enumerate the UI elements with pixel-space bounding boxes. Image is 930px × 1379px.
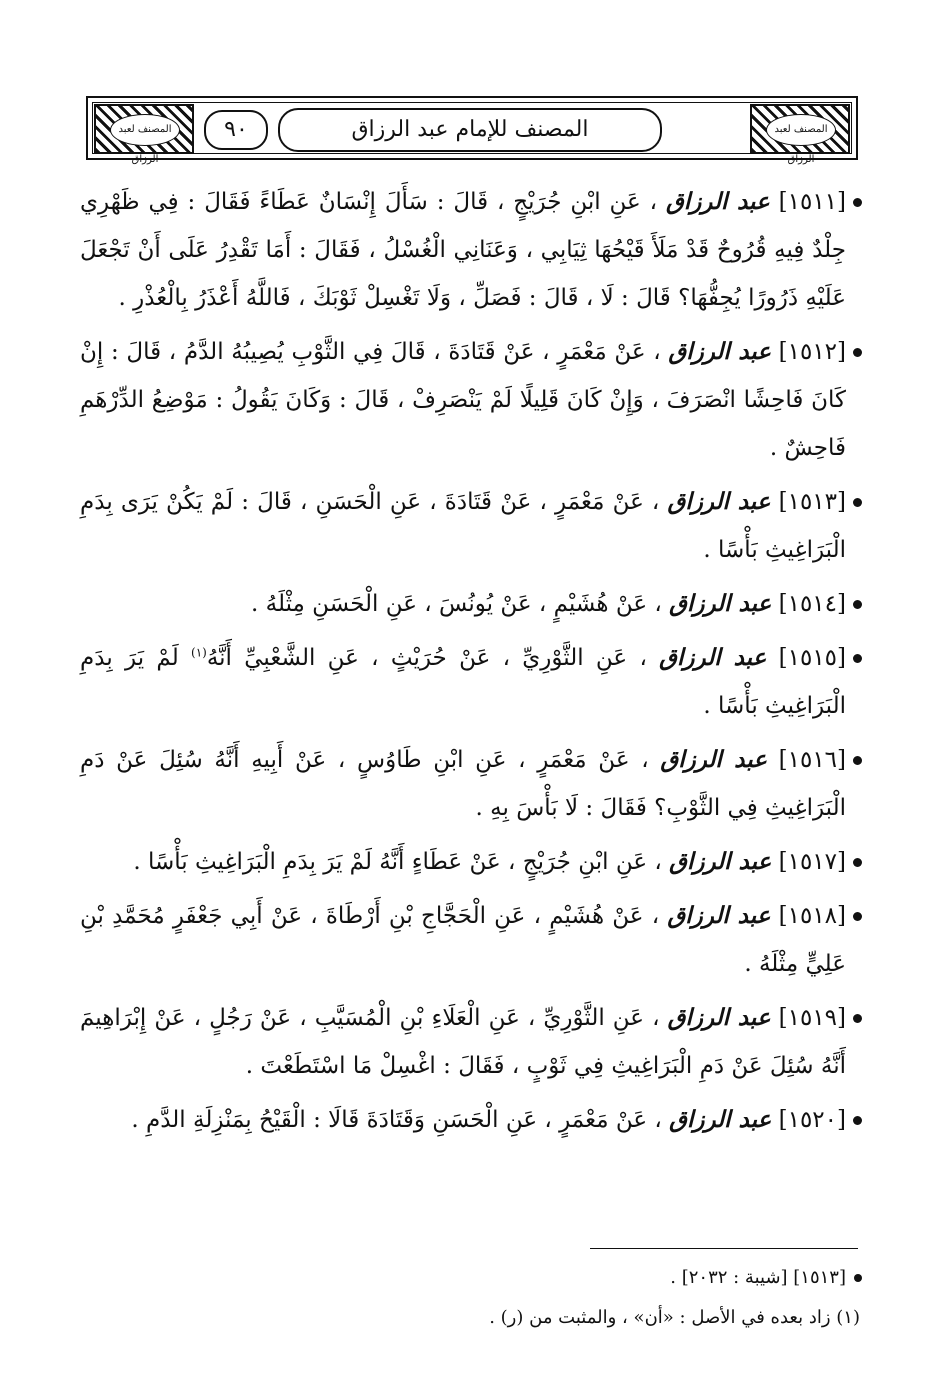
hadith-number: [١٥١٨] <box>778 903 847 929</box>
hadith-text: ، عَنِ الثَّوْرِيِّ ، عَنْ حُرَيْثٍ ، عَنِ الشَّعْبِيِّ أَنَّهُ <box>206 645 647 671</box>
footnotes <box>80 1258 860 1338</box>
hadith-text: ، عَنْ مَعْمَرٍ ، عَنِ الْحَسَنِ وَقَتَادَةَ قَالَا : الْقَيْحُ بِمَنْزِلَةِ الدَّمِ . <box>131 1107 662 1133</box>
main-text <box>80 178 860 1150</box>
hadith-1512 <box>80 328 860 472</box>
footnote-reference <box>80 1258 860 1298</box>
bullet-icon <box>853 600 862 609</box>
hadith-text: ، عَنْ مَعْمَرٍ ، عَنْ قَتَادَةَ ، عَنِ الْحَسَنِ ، قَالَ : لَمْ يَكُنْ يَرَى بِدَمِ الْبَرَاغِيثِ بَأْسًا . <box>80 489 846 563</box>
bullet-icon <box>853 912 862 921</box>
page-number: ٩٠ <box>204 110 268 150</box>
bullet-icon <box>853 858 862 867</box>
seal-right: المصنف لعبد الرزاق <box>766 114 836 146</box>
hadith-1520 <box>80 1096 860 1144</box>
hadith-number: [١٥١٣] <box>778 489 846 515</box>
hadith-text: ، عَنْ مَعْمَرٍ ، عَنِ ابْنِ طَاوُسٍ ، عَنْ أَبِيهِ أَنَّهُ سُئِلَ عَنْ دَمِ الْبَرَاغِيثِ فِي الثَّوْبِ؟ فَقَالَ : لَا بَأْسَ بِهِ . <box>80 747 846 821</box>
header-ornament-right <box>750 104 850 165</box>
header-ornament-left <box>94 104 194 165</box>
footnote-marker[interactable]: (١) <box>191 645 207 660</box>
page-header <box>86 96 858 165</box>
narrator-name: عبد الرزاق <box>665 188 770 215</box>
hadith-number: [١٥١٩] <box>778 1005 847 1031</box>
hadith-text: ، عَنْ مَعْمَرٍ ، عَنْ قَتَادَةَ ، قَالَ فِي الثَّوْبِ يُصِيبُهُ الدَّمُ ، قَالَ : إِنْ كَانَ فَاحِشًا انْصَرَفَ ، وَإِنْ كَانَ قَلِيلًا لَمْ يَنْصَرِفْ ، قَالَ : وَكَانَ يَقُولُ : مَوْضِعُ الدِّرْهَمِ فَاحِشٌ . <box>80 339 846 461</box>
narrator-name: عبد الرزاق <box>669 848 772 875</box>
hadith-1515 <box>80 634 860 730</box>
narrator-name: عبد الرزاق <box>659 644 767 671</box>
footnote-1 <box>80 1298 860 1338</box>
hadith-text: ، عَنْ هُشَيْمٍ ، عَنْ يُونُسَ ، عَنِ الْحَسَنِ مِثْلَهُ . <box>251 591 662 617</box>
narrator-name: عبد الرزاق <box>660 746 767 773</box>
footnote-reference-text: [١٥١٣] [شيبة : ٢٠٣٢] . <box>670 1267 846 1288</box>
bullet-icon <box>854 1274 862 1282</box>
hadith-number: [١٥٢٠] <box>778 1107 846 1133</box>
hadith-text: ، عَنِ الثَّوْرِيِّ ، عَنِ الْعَلَاءِ بْنِ الْمُسَيَّبِ ، عَنْ رَجُلٍ ، عَنْ إِبْرَاهِيمَ أَنَّهُ سُئِلَ عَنْ دَمِ الْبَرَاغِيثِ فِي ثَوْبٍ ، فَقَالَ : اغْسِلْ مَا اسْتَطَعْتَ . <box>80 1005 846 1079</box>
hadith-1516 <box>80 736 860 832</box>
hadith-text-continued: لَمْ يَرَ بِدَمِ الْبَرَاغِيثِ بَأْسًا . <box>80 645 846 719</box>
hadith-number: [١٥١٧] <box>778 849 846 875</box>
book-title: المصنف للإمام عبد الرزاق <box>278 108 662 152</box>
bullet-icon <box>853 1116 862 1125</box>
narrator-name: عبد الرزاق <box>669 1106 772 1133</box>
seal-left: المصنف لعبد الرزاق <box>110 114 180 146</box>
hadith-number: [١٥١٥] <box>778 645 847 671</box>
hadith-1513 <box>80 478 860 574</box>
footnote-divider <box>590 1248 858 1249</box>
hadith-1517 <box>80 838 860 886</box>
narrator-name: عبد الرزاق <box>667 488 771 515</box>
hadith-1511 <box>80 178 860 322</box>
hadith-1518 <box>80 892 860 988</box>
narrator-name: عبد الرزاق <box>668 338 771 365</box>
hadith-text: ، عَنِ ابْنِ جُرَيْجٍ ، عَنْ عَطَاءٍ أَنَّهُ لَمْ يَرَ بِدَمِ الْبَرَاغِيثِ بَأْسًا . <box>133 849 662 875</box>
bullet-icon <box>853 198 862 207</box>
hadith-number: [١٥١٦] <box>778 747 847 773</box>
narrator-name: عبد الرزاق <box>667 902 771 929</box>
hadith-text: ، عَنْ هُشَيْمٍ ، عَنِ الْحَجَّاجِ بْنِ أَرْطَاةَ ، عَنْ أَبِي جَعْفَرٍ مُحَمَّدِ بْنِ عَلِيٍّ مِثْلَهُ . <box>80 903 846 977</box>
bullet-icon <box>853 348 862 357</box>
narrator-name: عبد الرزاق <box>667 1004 771 1031</box>
bullet-icon <box>853 498 862 507</box>
hadith-number: [١٥١٢] <box>778 339 847 365</box>
hadith-1519 <box>80 994 860 1090</box>
bullet-icon <box>853 756 862 765</box>
bullet-icon <box>853 654 862 663</box>
narrator-name: عبد الرزاق <box>669 590 772 617</box>
hadith-number: [١٥١٤] <box>778 591 846 617</box>
hadith-text: ، عَنِ ابْنِ جُرَيْجٍ ، قَالَ : سَأَلَ إِنْسَانٌ عَطَاءً فَقَالَ : فِي ظَهْرِي جِلْدٌ فِيهِ قُرُوحٌ قَدْ مَلَأَ قَيْحُهَا ثِيَابِي ، وَعَنَانِي الْغُسْلُ ، فَقَالَ : أَمَا تَقْدِرُ عَلَى أَنْ تَجْعَلَ عَلَيْهِ ذَرُورًا يُجِفُّهَا؟ قَالَ : لَا ، قَالَ : فَصَلِّ ، وَلَا تَغْسِلْ ثَوْبَكَ ، فَاللَّهُ أَعْذَرُ بِالْعُذْرِ . <box>80 189 846 311</box>
footnote-1-text: (١) زاد بعده في الأصل : «أن» ، والمثبت من (ر) . <box>489 1307 860 1328</box>
hadith-1514 <box>80 580 860 628</box>
bullet-icon <box>853 1014 862 1023</box>
hadith-number: [١٥١١] <box>778 189 847 215</box>
